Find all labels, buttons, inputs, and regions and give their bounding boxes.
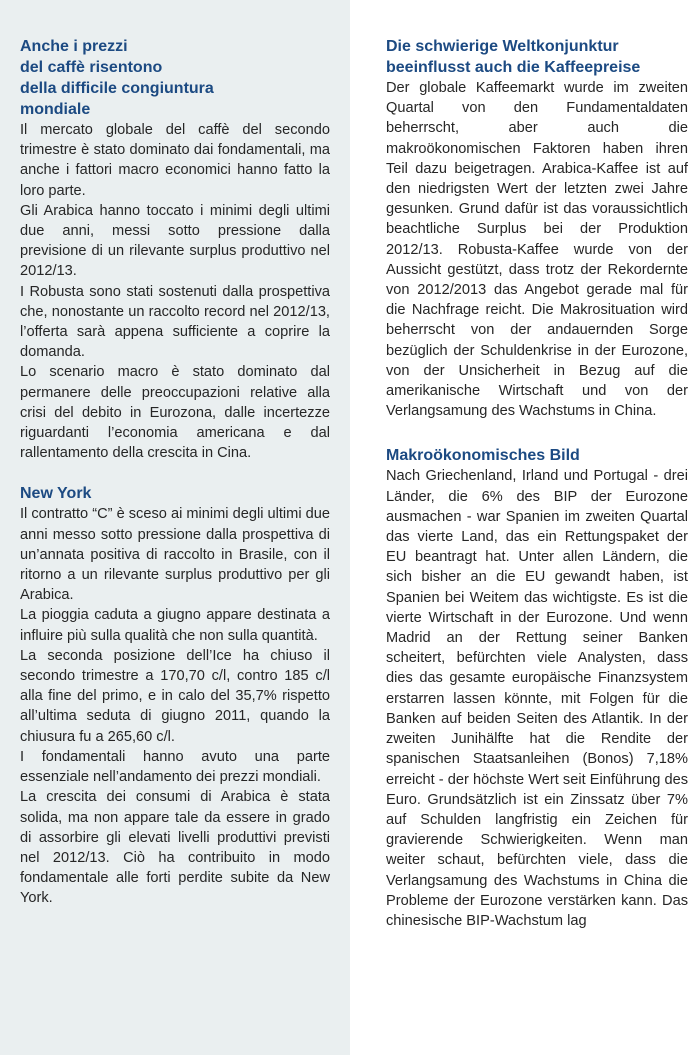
heading-new-york: New York	[20, 485, 92, 503]
paragraph: La pioggia caduta a giugno appare destinata a influire più sulla qualità che non sulla quantità.	[20, 607, 330, 644]
paragraph: I Robusta sono stati sostenuti dalla prospettiva che, nonostante un raccolto record nel 2012/13, l’offerta sarà appena sufficiente a coprire la domanda.	[20, 283, 330, 361]
heading-line: Anche i prezzi	[20, 38, 128, 55]
heading-line: del caffè risentono	[20, 59, 163, 76]
paragraph: Gli Arabica hanno toccato i minimi degli ultimi due anni, messi sotto pressione dalla previsione di un rilevante surplus produttivo nel 2012/13.	[20, 202, 330, 280]
heading-line: della difficile congiuntura	[20, 80, 214, 97]
paragraph: Der globale Kaffeemarkt wurde im zweiten Quartal von den Fundamentaldaten beherrscht, aber auch die makroökonomischen Faktoren haben ihren Teil dazu beigetragen. Arabica-Kaffee ist auf den niedrigsten Wert der letzten zwei Jahre gesunken. Grund dafür ist das voraussichtlich beachtliche Surplus bei der Produktion 2012/13. Robusta-Kaffee wurde von der Aussicht gestützt, dass trotz der Rekordernte von 2012/2013 das Angebot gerade mal für die Nachfrage reicht. Die Makrosituation wird beherrscht von der andauernden Sorge bezüglich der Schuldenkrise in der Eurozone, von der Unsicherheit in Bezug auf die amerikanische Wirtschaft und von der Verlangsamung des Wachstums in China.	[386, 80, 688, 420]
heading-prezzi-caffe	[20, 36, 330, 120]
paragraph: Lo scenario macro è stato dominato dal permanere delle preoccupazioni relative alla crisi del debito in Eurozona, dalle incertezze riguardanti l’economia americana e dal rallentamento della crescita in Cina.	[20, 364, 330, 462]
heading-line: mondiale	[20, 101, 91, 118]
paragraph: Il mercato globale del caffè del secondo trimestre è stato dominato dai fondamentali, ma anche i fattori macro economici hanno fatto la loro parte.	[20, 122, 330, 199]
section-spacer	[20, 463, 330, 483]
paragraph: Il contratto “C” è sceso ai minimi degli ultimi due anni messo sotto pressione dalla prospettiva di un’annata positiva di raccolto in Brasile, con il ritorno a un rilevante surplus produttivo per gli Arabica.	[20, 506, 330, 604]
section-spacer	[386, 421, 688, 445]
heading-weltkonjunktur: Die schwierige Weltkonjunktur beeinflusst auch die Kaffeepreise	[386, 38, 641, 76]
paragraph: La crescita dei consumi di Arabica è stata solida, ma non appare tale da essere in grado di assorbire gli elevati livelli produttivi previsti nel 2012/13. Ciò ha contribuito in modo fondamentale alle forti perdite subite da New York.	[20, 789, 330, 907]
paragraph: Nach Griechenland, Irland und Portugal - drei Länder, die 6% des BIP der Eurozone ausmachen - war Spanien im zweiten Quartal das vierte Land, das ein Rettungspaket der EU beantragt hat. Unter allen Ländern, die sich bisher an die EU gewandt haben, ist Spanien bei Weitem das wichtigste. Es ist die vierte Wirtschaft in der Eurozone. Und wenn Madrid an der Rettung seiner Banken scheitert, befürchten viele Analysten, dass dies das gesamte europäische Finanzsystem erstarren lassen könnte, mit Folgen für die Banken auf beiden Seiten des Atlantik. In der zweiten Junihälfte hat die Rendite der spanischen Staatsanleihen (Bonos) 7,18% erreicht - der höchste Wert seit Einführung des Euro. Grundsätzlich ist ein Zinssatz über 7% auf Schulden langfristig ein Zeichen für gravierende Schwierigkeiten. Wenn man weiter schaut, befürchten viele, dass die Verlangsamung des Wachstums in China die Probleme der Eurozone verstärken kann. Das chinesische BIP-Wachstum lag	[386, 468, 688, 929]
heading-makrooekonomisches-bild: Makroökonomisches Bild	[386, 447, 580, 465]
paragraph: La seconda posizione dell’Ice ha chiuso il secondo trimestre a 170,70 c/l, contro 185 c/l alla fine del primo, e in calo del 35,7% rispetto all’ultima seduta di giugno 2011, quando la chiusura fu a 265,60 c/l.	[20, 647, 330, 745]
right-column-german	[350, 0, 700, 1055]
paragraph: I fondamentali hanno avuto una parte essenziale nell’andamento dei prezzi mondiali.	[20, 748, 330, 786]
